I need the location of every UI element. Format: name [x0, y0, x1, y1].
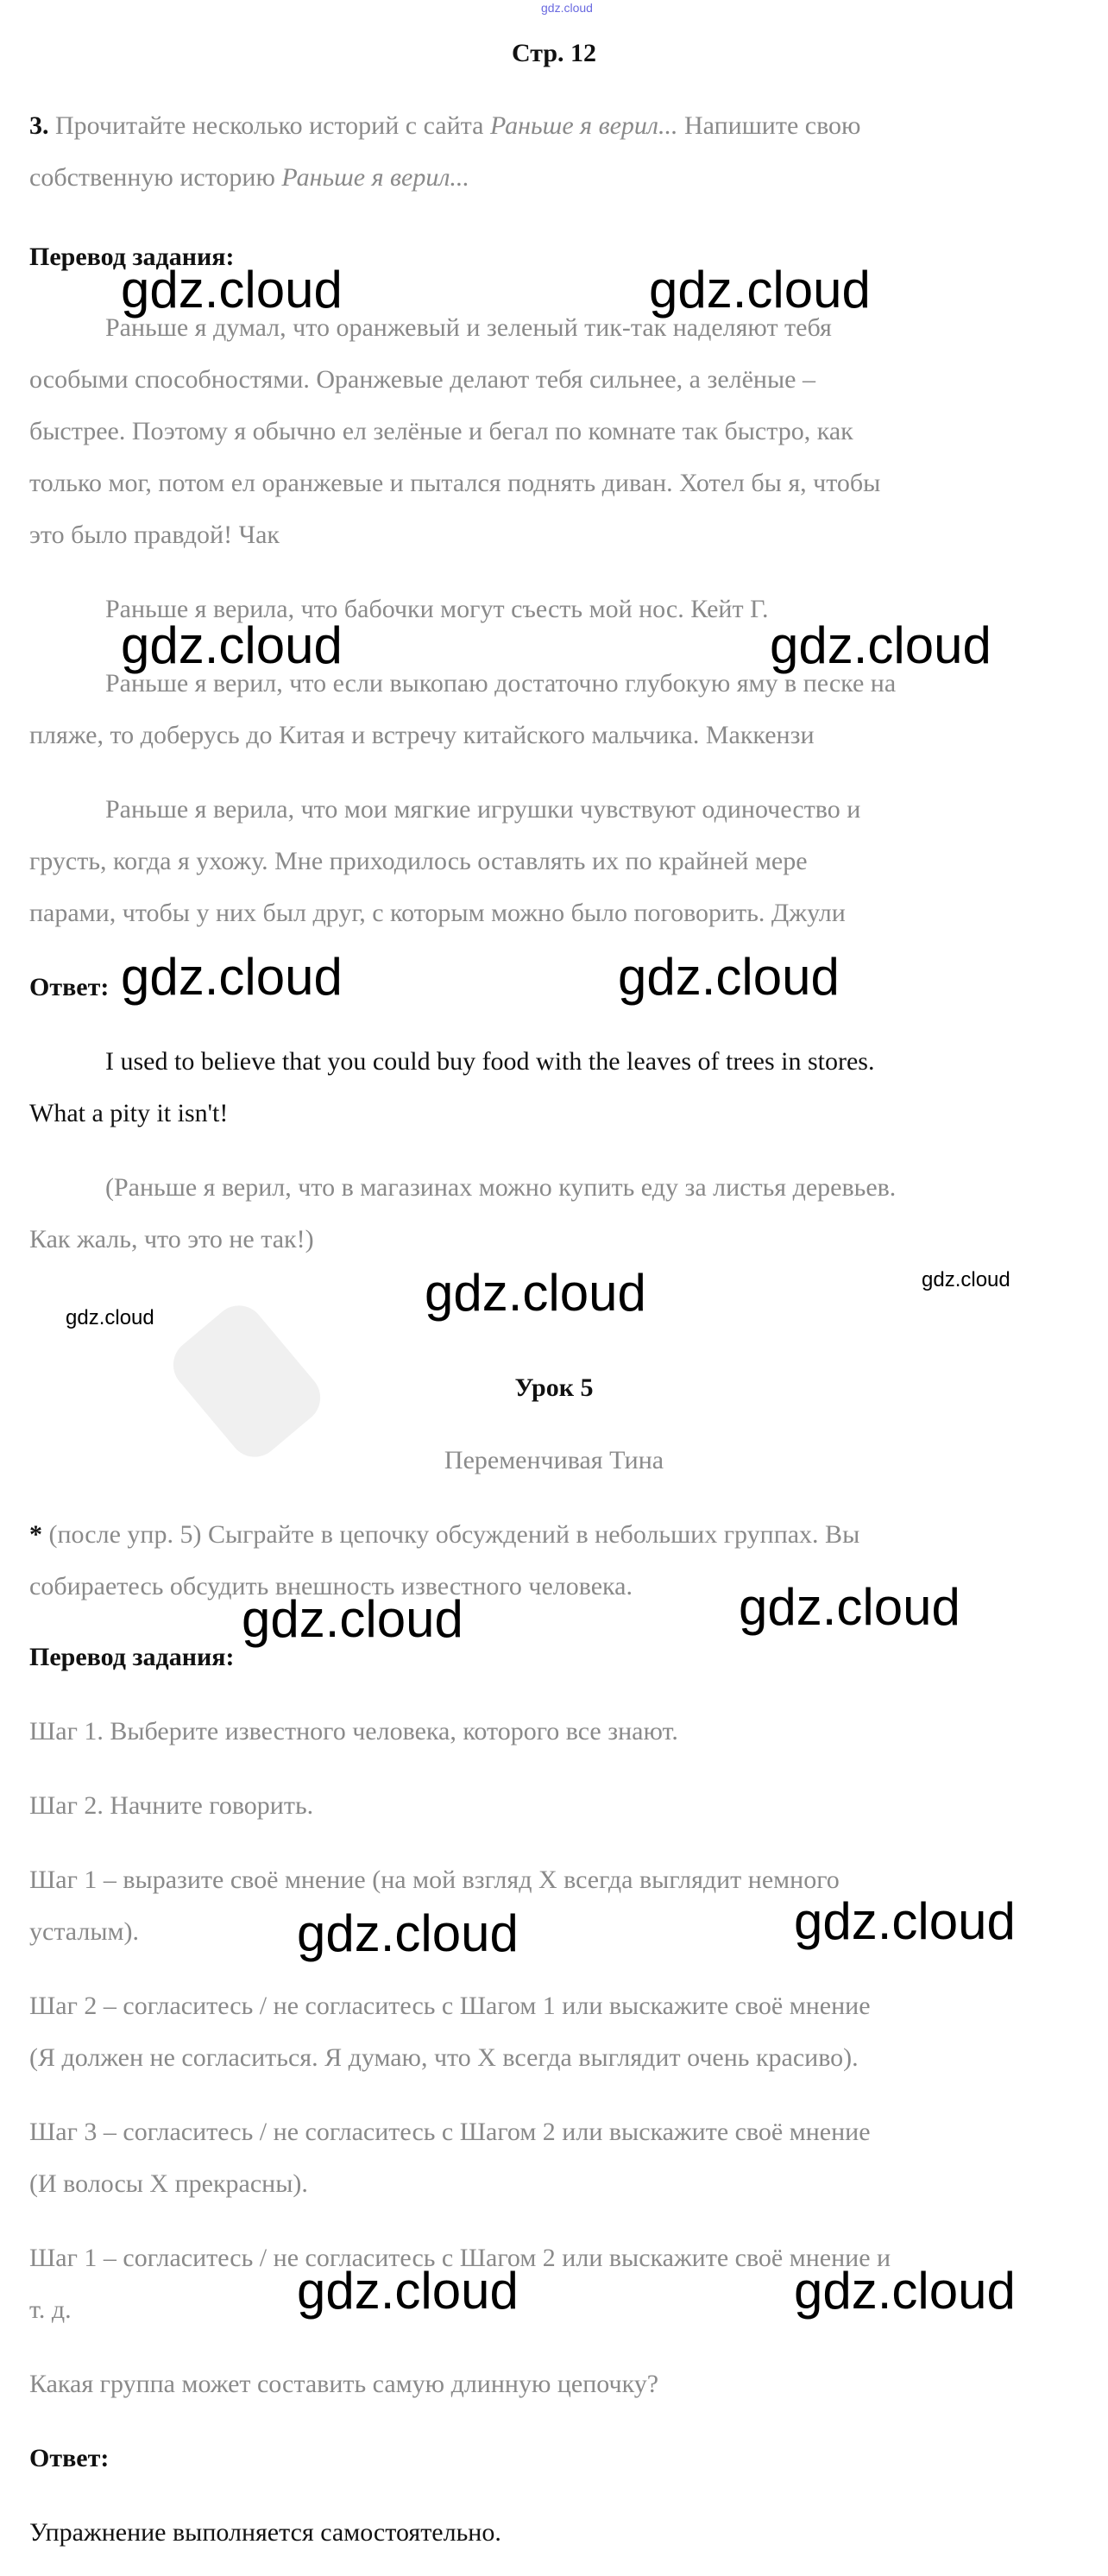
translation-line: Раньше я верила, что мои мягкие игрушки чувствуют одиночество и — [105, 795, 861, 824]
step-line: Какая группа может составить самую длинную цепочку? — [29, 2370, 659, 2398]
watermark: gdz.cloud — [794, 1892, 1016, 1950]
watermark: gdz.cloud — [121, 261, 343, 319]
answer-line: I used to believe that you could buy food with the leaves of trees in stores. — [105, 1047, 875, 1076]
lesson-task-line-2: собираетесь обсудить внешность известного человека. — [29, 1572, 633, 1601]
translation-line: пляже, то доберусь до Китая и встречу китайского мальчика. Маккензи — [29, 721, 815, 749]
step-line: Шаг 3 – согласитесь / не согласитесь с Шагом 2 или выскажите своё мнение — [29, 2118, 871, 2146]
watermark: gdz.cloud — [922, 1268, 1010, 1291]
answer-line: (Раньше я верил, что в магазинах можно купить еду за листья деревьев. — [105, 1173, 897, 1202]
translation-line: быстрее. Поэтому я обычно ел зелёные и бегал по комнате так быстро, как — [29, 417, 853, 445]
watermark: gdz.cloud — [297, 1904, 519, 1962]
step-line: Шаг 1 – выразите своё мнение (на мой взгляд X всегда выглядит немного — [29, 1866, 840, 1894]
lesson-task-line-1: * (после упр. 5) Сыграйте в цепочку обсуждений в небольших группах. Вы — [29, 1520, 860, 1549]
lesson-translation-heading: Перевод задания: — [29, 1643, 235, 1671]
watermark: gdz.cloud — [425, 1264, 646, 1322]
watermark: gdz.cloud — [739, 1578, 960, 1636]
step-line: т. д. — [29, 2295, 72, 2324]
step-line: Шаг 2 – согласитесь / не согласитесь с Шагом 1 или выскажите своё мнение — [29, 1992, 871, 2020]
lesson-answer-text: Упражнение выполняется самостоятельно. — [29, 2518, 501, 2547]
task-star: * — [29, 1520, 42, 1549]
exercise3-number: 3. — [29, 111, 49, 140]
step-line: усталым). — [29, 1917, 139, 1946]
lesson-title: Урок 5 — [514, 1373, 594, 1402]
translation-line: парами, чтобы у них был друг, с которым можно было поговорить. Джули — [29, 899, 846, 927]
watermark: gdz.cloud — [297, 2262, 519, 2320]
step-line: Шаг 1 – согласитесь / не согласитесь с Шагом 2 или выскажите своё мнение и — [29, 2244, 891, 2272]
translation-line: только мог, потом ел оранжевые и пытался поднять диван. Хотел бы я, чтобы — [29, 469, 881, 497]
faint-watermark-shape — [163, 1295, 331, 1468]
translation-line: грусть, когда я ухожу. Мне приходилось оставлять их по крайней мере — [29, 847, 808, 875]
translation-line: Раньше я верила, что бабочки могут съесть мой нос. Кейт Г. — [105, 595, 769, 623]
step-line: (И волосы X прекрасны). — [29, 2169, 308, 2198]
step-line: Шаг 2. Начните говорить. — [29, 1791, 314, 1820]
translation-line: это было правдой! Чак — [29, 521, 280, 549]
translation-line: Раньше я думал, что оранжевый и зеленый тик-так наделяют тебя — [105, 313, 832, 342]
watermark: gdz.cloud — [242, 1590, 463, 1648]
watermark: gdz.cloud — [794, 2262, 1016, 2320]
watermark: gdz.cloud — [649, 261, 871, 319]
step-line: Шаг 1. Выберите известного человека, которого все знают. — [29, 1717, 678, 1746]
answer-line: Как жаль, что это не так!) — [29, 1225, 314, 1253]
answer-line: What a pity it isn't! — [29, 1099, 229, 1127]
exercise3-task-line-1: 3. Прочитайте несколько историй с сайта Раньше я верил... Напишите свою — [29, 111, 861, 140]
lesson-subtitle: Переменчивая Тина — [444, 1446, 664, 1474]
exercise3-answer-heading: Ответ: — [29, 973, 110, 1001]
watermark: gdz.cloud — [66, 1306, 154, 1329]
lesson-answer-heading: Ответ: — [29, 2444, 110, 2472]
watermark: gdz.cloud — [121, 948, 343, 1006]
watermark: gdz.cloud — [770, 616, 992, 674]
watermark: gdz.cloud — [121, 616, 343, 674]
translation-line: Раньше я верил, что если выкопаю достаточно глубокую яму в песке на — [105, 669, 897, 698]
watermark: gdz.cloud — [618, 948, 840, 1006]
top-watermark: gdz.cloud — [541, 1, 593, 15]
step-line: (Я должен не согласиться. Я думаю, что X всегда выглядит очень красиво). — [29, 2043, 859, 2072]
exercise3-translation-heading: Перевод задания: — [29, 243, 235, 271]
translation-line: особыми способностями. Оранжевые делают тебя сильнее, а зелёные – — [29, 365, 815, 394]
exercise3-task-line-2: собственную историю Раньше я верил... — [29, 163, 469, 192]
page-number: Стр. 12 — [511, 39, 597, 67]
